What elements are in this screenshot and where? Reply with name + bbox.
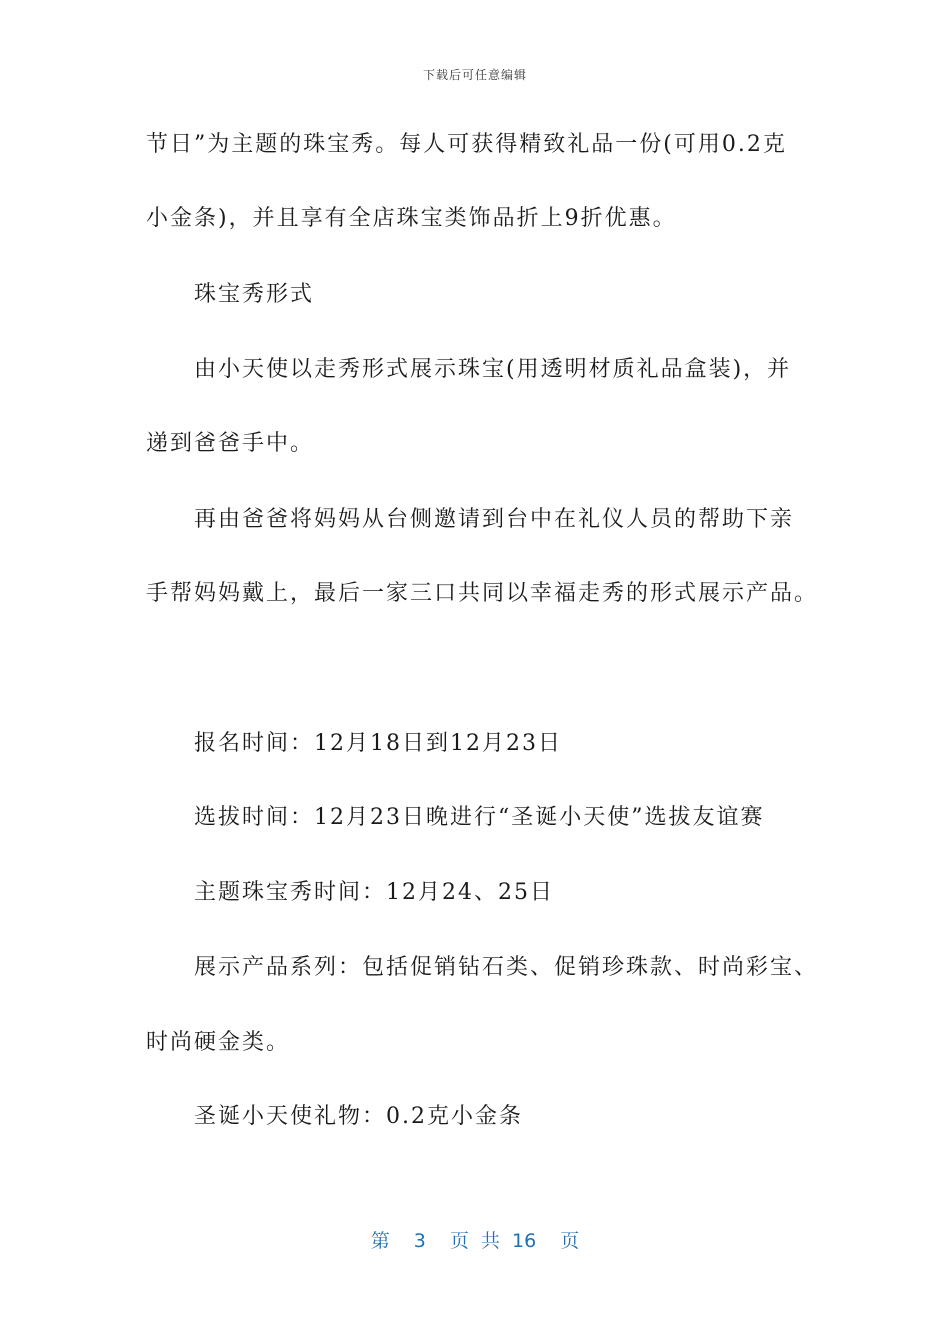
paragraph-line: 小金条)，并且享有全店珠宝类饰品折上9折优惠。	[146, 206, 677, 231]
paragraph-line: 递到爸爸手中。	[146, 431, 315, 456]
paragraph-line: 由小天使以走秀形式展示珠宝(用透明材质礼品盒装)，并	[194, 357, 792, 382]
info-line: 圣诞小天使礼物：0.2克小金条	[194, 1104, 523, 1129]
page-number: 第 3 页 共 16 页	[370, 1230, 580, 1252]
info-line: 选拔时间：12月23日晚进行“圣诞小天使”选拔友谊赛	[194, 805, 765, 830]
paragraph-line: 再由爸爸将妈妈从台侧邀请到台中在礼仪人员的帮助下亲	[194, 507, 795, 532]
info-line: 展示产品系列：包括促销钻石类、促销珍珠款、时尚彩宝、	[194, 955, 819, 980]
info-line: 时尚硬金类。	[146, 1030, 291, 1055]
paragraph-line: 节日”为主题的珠宝秀。每人可获得精致礼品一份(可用0.2克	[146, 132, 787, 157]
section-heading: 珠宝秀形式	[194, 282, 315, 307]
info-line: 报名时间：12月18日到12月23日	[194, 731, 562, 756]
info-line: 主题珠宝秀时间：12月24、25日	[194, 880, 554, 905]
page-header: 下载后可任意编辑	[422, 68, 527, 82]
paragraph-line: 手帮妈妈戴上，最后一家三口共同以幸福走秀的形式展示产品。	[146, 581, 819, 606]
